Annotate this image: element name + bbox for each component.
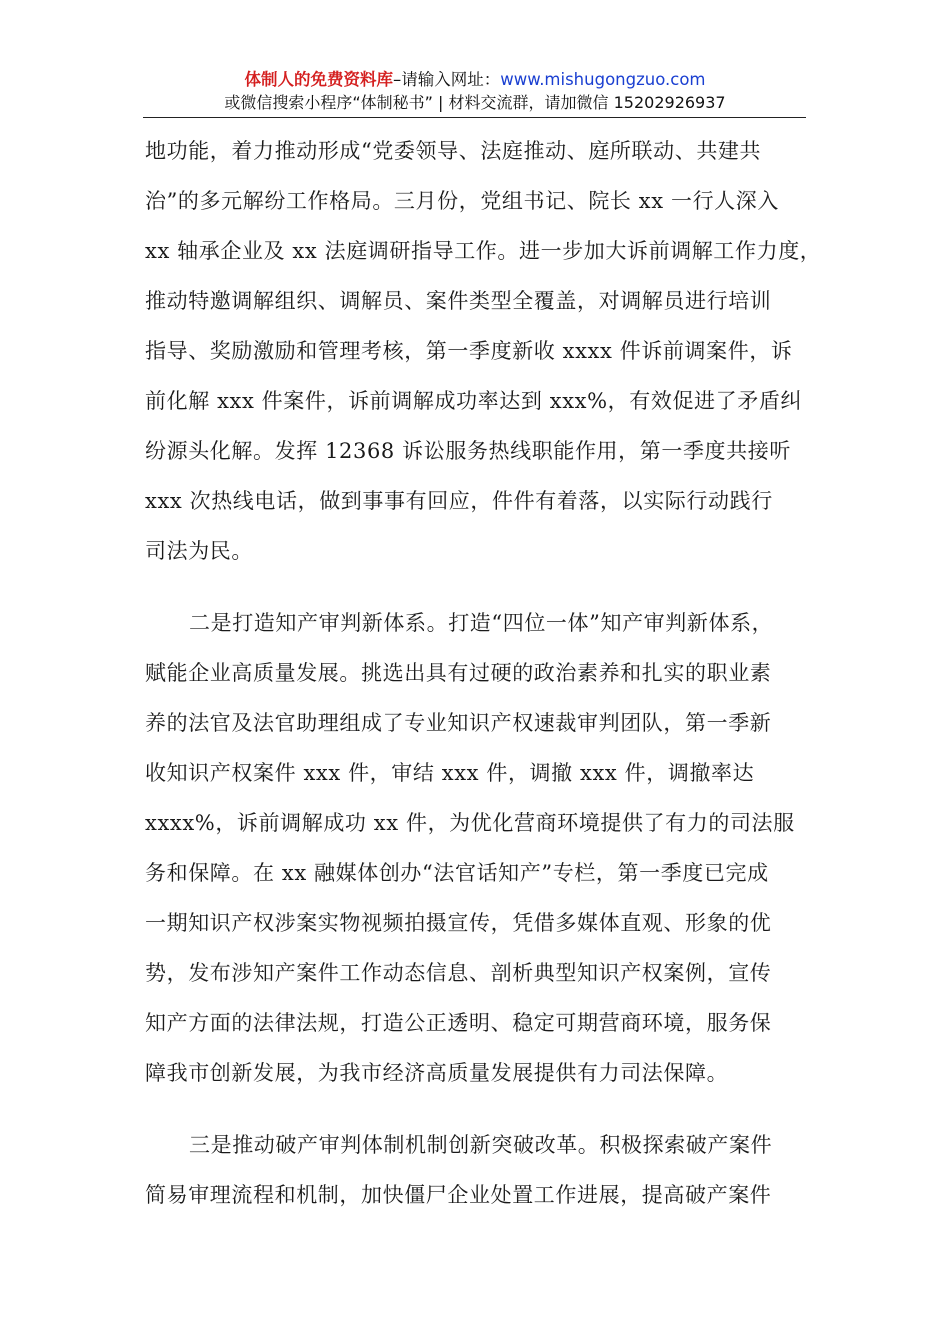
paragraph-gap	[145, 1098, 825, 1120]
header-line-2: 或微信搜索小程序“体制秘书” | 材料交流群，请加微信 15202926937	[224, 93, 726, 112]
website-link[interactable]: www.mishugongzuo.com	[500, 70, 706, 89]
text-line: 司法为民。	[145, 539, 253, 563]
text-line: 知产方面的法律法规，打造公正透明、稳定可期营商环境，服务保	[145, 1011, 772, 1035]
text-line: 赋能企业高质量发展。挑选出具有过硬的政治素养和扎实的职业素	[145, 661, 772, 685]
header-line-1	[0, 68, 950, 92]
paragraph-first-line: 二是打造知产审判新体系。打造“四位一体”知产审判新体系，	[189, 611, 774, 635]
text-line: xxxx%，诉前调解成功 xx 件，为优化营商环境提供了有力的司法服	[145, 811, 795, 835]
text-line: xx 轴承企业及 xx 法庭调研指导工作。进一步加大诉前调解工作力度，	[145, 239, 822, 263]
header-divider	[143, 117, 806, 118]
text-line: 纷源头化解。发挥 12368 诉讼服务热线职能作用，第一季度共接听	[145, 439, 791, 463]
text-line: 养的法官及法官助理组成了专业知识产权速裁审判团队，第一季新	[145, 711, 772, 735]
text-line: 指导、奖励激励和管理考核，第一季度新收 xxxx 件诉前调案件，诉	[145, 339, 793, 363]
document-body	[145, 126, 825, 1220]
brand-title: 体制人的免费资料库	[244, 70, 393, 89]
paragraph-gap	[145, 576, 825, 598]
text-line: 务和保障。在 xx 融媒体创办“法官话知产”专栏，第一季度已完成	[145, 861, 769, 885]
text-line: 一期知识产权涉案实物视频拍摄宣传，凭借多媒体直观、形象的优	[145, 911, 772, 935]
url-prompt: –请输入网址：	[392, 70, 501, 89]
text-line: xxx 次热线电话，做到事事有回应，件件有着落，以实际行动践行	[145, 489, 773, 513]
page-header	[0, 68, 950, 114]
text-line: 简易审理流程和机制，加快僵尸企业处置工作进展，提高破产案件	[145, 1183, 772, 1207]
text-line: 收知识产权案件 xxx 件，审结 xxx 件，调撤 xxx 件，调撤率达	[145, 761, 755, 785]
text-line: 前化解 xxx 件案件，诉前调解成功率达到 xxx%，有效促进了矛盾纠	[145, 389, 803, 413]
text-line: 障我市创新发展，为我市经济高质量发展提供有力司法保障。	[145, 1061, 729, 1085]
paragraph-first-line: 三是推动破产审判体制机制创新突破改革。积极探索破产案件	[189, 1133, 773, 1157]
text-line: 势，发布涉知产案件工作动态信息、剖析典型知识产权案例，宣传	[145, 961, 772, 985]
text-line: 治”的多元解纷工作格局。三月份，党组书记、院长 xx 一行人深入	[145, 189, 779, 213]
text-line: 推动特邀调解组织、调解员、案件类型全覆盖，对调解员进行培训	[145, 289, 772, 313]
text-line: 地功能，着力推动形成“党委领导、法庭推动、庭所联动、共建共	[145, 139, 762, 163]
